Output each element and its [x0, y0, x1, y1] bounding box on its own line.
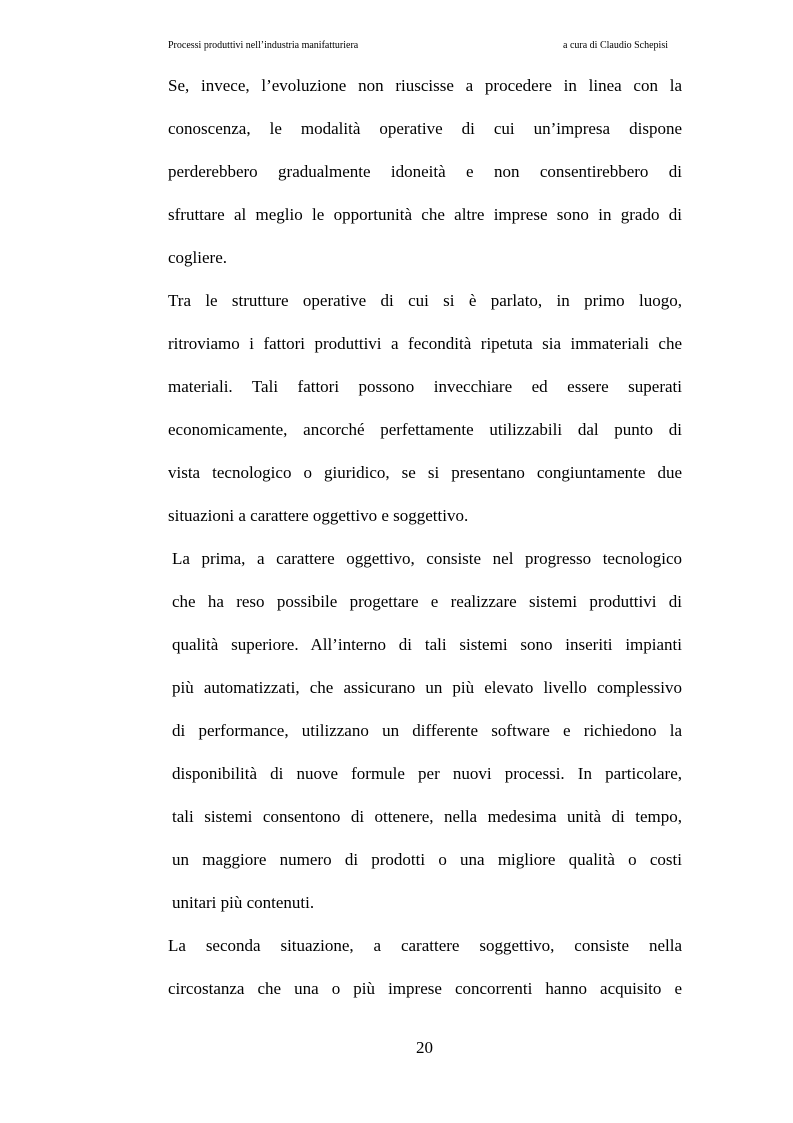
paragraph-4: [168, 924, 682, 1010]
paragraph-1: [168, 64, 682, 279]
body-text: [168, 64, 682, 1010]
text-line: sfruttare al meglio le opportunità che altre imprese sono in grado di: [168, 205, 682, 224]
text-line: economicamente, ancorché perfettamente utilizzabili dal punto di: [168, 420, 682, 439]
text-line: ritroviamo i fattori produttivi a fecondità ripetuta sia immateriali che: [168, 334, 682, 353]
text-line: di performance, utilizzano un differente software e richiedono la: [172, 721, 682, 740]
text-line: un maggiore numero di prodotti o una migliore qualità o costi: [172, 850, 682, 869]
paragraph-3: [168, 537, 682, 924]
header-document-title: Processi produttivi nell’industria manifatturiera: [168, 40, 359, 51]
text-line: materiali. Tali fattori possono invecchiare ed essere superati: [168, 377, 682, 396]
text-line: La prima, a carattere oggettivo, consiste nel progresso tecnologico: [172, 549, 682, 568]
text-line: perderebbero gradualmente idoneità e non consentirebbero di: [168, 162, 682, 181]
text-line: qualità superiore. All’interno di tali sistemi sono inseriti impianti: [172, 635, 682, 654]
text-line: La seconda situazione, a carattere soggettivo, consiste nella: [168, 936, 682, 955]
text-line: più automatizzati, che assicurano un più elevato livello complessivo: [172, 678, 682, 697]
text-line: cogliere.: [168, 248, 227, 267]
text-line: Tra le strutture operative di cui si è parlato, in primo luogo,: [168, 291, 682, 310]
text-line: conoscenza, le modalità operative di cui un’impresa dispone: [168, 119, 682, 138]
page-header: [168, 39, 668, 53]
paragraph-2: [168, 279, 682, 537]
text-line: situazioni a carattere oggettivo e soggettivo.: [168, 506, 469, 525]
text-line: circostanza che una o più imprese concorrenti hanno acquisito e: [168, 979, 682, 998]
text-line: Se, invece, l’evoluzione non riuscisse a procedere in linea con la: [168, 76, 682, 95]
text-line: unitari più contenuti.: [172, 893, 315, 912]
text-line: che ha reso possibile progettare e realizzare sistemi produttivi di: [172, 592, 682, 611]
text-line: vista tecnologico o giuridico, se si presentano congiuntamente due: [168, 463, 682, 482]
header-author: a cura di Claudio Schepisi: [563, 40, 668, 51]
text-line: disponibilità di nuove formule per nuovi processi. In particolare,: [172, 764, 682, 783]
text-line: tali sistemi consentono di ottenere, nella medesima unità di tempo,: [172, 807, 682, 826]
page-number: 20: [416, 1038, 433, 1057]
